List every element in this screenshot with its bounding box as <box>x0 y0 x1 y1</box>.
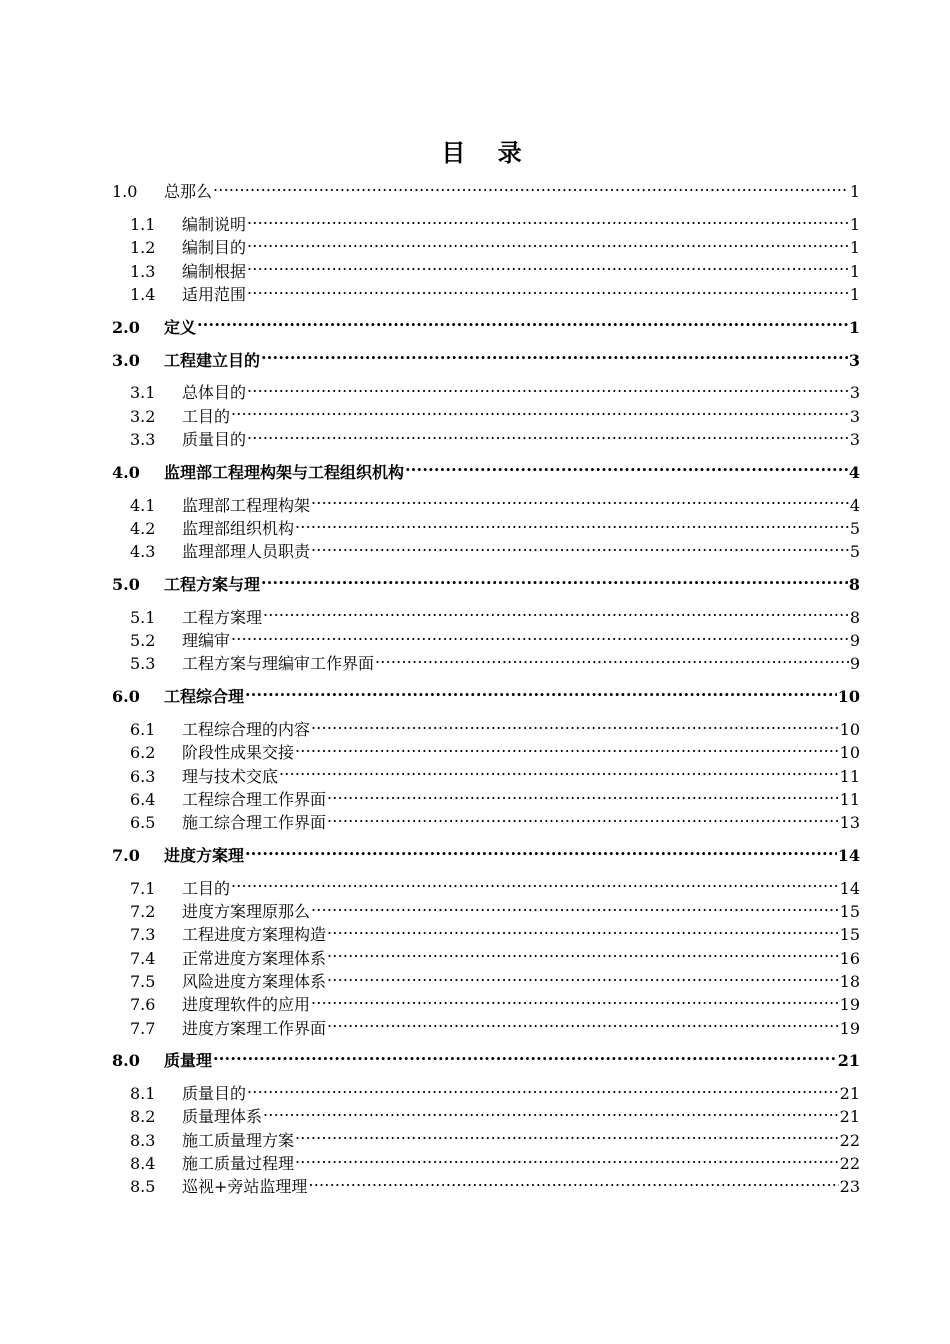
toc-entry-title: 风险进度方案理体系 <box>182 971 327 991</box>
toc-entry-page-number: 8 <box>848 574 860 594</box>
toc-entry-page-number: 8 <box>849 607 860 627</box>
toc-entry-page-number: 21 <box>839 1084 860 1104</box>
toc-entry-title: 工目的 <box>182 878 231 898</box>
dot-leader <box>263 1099 839 1122</box>
toc-entry[interactable] <box>112 174 860 202</box>
toc-entry-title: 正常进度方案理体系 <box>182 948 327 968</box>
toc-entry[interactable] <box>112 838 860 865</box>
toc-entry-title: 总体目的 <box>182 383 247 403</box>
toc-entry-page-number: 21 <box>837 1051 860 1071</box>
toc-entry-page-number: 4 <box>849 495 860 515</box>
toc-entry-title: 适用范围 <box>182 284 247 304</box>
toc-entry-title: 工程方案与理 <box>164 574 261 594</box>
toc-entry[interactable] <box>112 567 860 594</box>
toc-entry-page-number: 10 <box>839 743 860 763</box>
dot-leader <box>327 1010 839 1033</box>
toc-entry-title: 监理部理人员职责 <box>182 542 311 562</box>
table-of-contents <box>112 174 860 1197</box>
toc-entry[interactable] <box>112 487 860 515</box>
toc-entry-number: 1.3 <box>130 261 156 281</box>
toc-entry-number: 8.1 <box>130 1084 156 1104</box>
toc-entry-title: 理与技术交底 <box>182 766 279 786</box>
toc-entry-page-number: 22 <box>839 1153 860 1173</box>
toc-entry-title: 施工综合理工作界面 <box>182 813 327 833</box>
toc-entry-number: 7.1 <box>130 878 156 898</box>
toc-entry-title: 工程综合理 <box>164 687 245 707</box>
dot-leader <box>308 1169 838 1192</box>
toc-entry[interactable] <box>112 1076 860 1104</box>
dot-leader <box>405 454 848 477</box>
toc-entry-number: 5.2 <box>130 631 156 651</box>
dot-leader <box>231 870 839 893</box>
dot-leader <box>295 1146 839 1169</box>
toc-entry[interactable] <box>112 870 860 898</box>
dot-leader <box>247 375 849 398</box>
dot-leader <box>311 534 849 557</box>
toc-entry-page-number: 1 <box>848 317 860 337</box>
toc-entry-number: 8.0 <box>112 1051 140 1071</box>
dot-leader <box>327 782 839 805</box>
toc-entry-number: 7.5 <box>130 971 156 991</box>
toc-entry-title: 阶段性成果交接 <box>182 743 295 763</box>
dot-leader <box>375 646 849 669</box>
toc-entry-title: 巡视+旁站监理理 <box>182 1177 308 1197</box>
toc-entry-page-number: 14 <box>839 878 860 898</box>
toc-entry-page-number: 19 <box>839 1018 860 1038</box>
toc-entry-page-number: 10 <box>839 719 860 739</box>
toc-entry-title: 工目的 <box>182 406 231 426</box>
toc-entry-title: 工程综合理的内容 <box>182 719 311 739</box>
toc-entry-number: 3.2 <box>130 406 156 426</box>
dot-leader <box>311 487 849 510</box>
toc-entry-page-number: 1 <box>849 284 860 304</box>
toc-entry-title: 工程进度方案理构造 <box>182 925 327 945</box>
dot-leader <box>295 735 839 758</box>
dot-leader <box>279 758 839 781</box>
toc-entry-page-number: 1 <box>849 238 860 258</box>
toc-entry-number: 4.3 <box>130 542 156 562</box>
toc-entry-page-number: 18 <box>839 971 860 991</box>
toc-entry-title: 监理部工程理构架 <box>182 495 311 515</box>
dot-leader <box>261 342 848 365</box>
toc-entry-page-number: 4 <box>848 462 860 482</box>
toc-entry[interactable] <box>112 454 860 482</box>
toc-entry-page-number: 15 <box>839 925 860 945</box>
dot-leader <box>327 805 839 828</box>
toc-entry-title: 工程方案与理编审工作界面 <box>182 654 375 674</box>
dot-leader <box>311 987 839 1010</box>
toc-entry-number: 1.4 <box>130 284 156 304</box>
toc-entry-number: 6.1 <box>130 719 156 739</box>
toc-entry-page-number: 9 <box>849 654 860 674</box>
toc-entry-number: 1.0 <box>112 182 138 202</box>
toc-entry-number: 6.5 <box>130 813 156 833</box>
toc-entry-number: 3.1 <box>130 383 156 403</box>
toc-entry-title: 工程方案理 <box>182 607 263 627</box>
toc-entry-number: 7.2 <box>130 902 156 922</box>
toc-entry-page-number: 16 <box>839 948 860 968</box>
toc-entry-page-number: 10 <box>837 687 860 707</box>
dot-leader <box>311 712 839 735</box>
toc-entry-title: 质量理体系 <box>182 1107 263 1127</box>
dot-leader <box>263 599 849 622</box>
dot-leader <box>261 567 848 590</box>
toc-entry-number: 7.7 <box>130 1018 156 1038</box>
toc-entry-title: 总那么 <box>164 182 213 202</box>
toc-entry-page-number: 23 <box>839 1177 860 1197</box>
toc-entry-page-number: 1 <box>849 182 860 202</box>
toc-entry[interactable] <box>112 679 860 707</box>
toc-entry-page-number: 15 <box>839 902 860 922</box>
toc-entry-page-number: 1 <box>849 215 860 235</box>
toc-entry-number: 7.6 <box>130 995 156 1015</box>
toc-entry-number: 6.2 <box>130 743 156 763</box>
toc-entry[interactable] <box>112 1043 860 1071</box>
toc-entry[interactable] <box>112 309 860 337</box>
dot-leader <box>245 838 837 861</box>
toc-entry-number: 1.1 <box>130 215 156 235</box>
dot-leader <box>247 277 849 300</box>
toc-entry-page-number: 11 <box>839 789 860 809</box>
toc-entry-title: 监理部组织机构 <box>182 518 295 538</box>
toc-entry[interactable] <box>112 375 860 403</box>
dot-leader <box>295 511 849 534</box>
toc-entry-number: 4.1 <box>130 495 156 515</box>
toc-entry-number: 8.4 <box>130 1153 156 1173</box>
toc-entry-number: 7.0 <box>112 845 140 865</box>
toc-entry-number: 3.3 <box>130 429 156 449</box>
toc-entry-page-number: 1 <box>849 261 860 281</box>
toc-entry-number: 3.0 <box>112 350 140 370</box>
toc-entry-number: 4.0 <box>112 462 140 482</box>
toc-entry-title: 进度理软件的应用 <box>182 995 311 1015</box>
toc-entry-page-number: 3 <box>849 406 860 426</box>
toc-entry-page-number: 5 <box>849 542 860 562</box>
toc-entry-title: 施工质量过程理 <box>182 1153 295 1173</box>
dot-leader <box>247 422 849 445</box>
toc-entry-number: 8.5 <box>130 1177 156 1197</box>
toc-entry[interactable] <box>112 712 860 739</box>
toc-entry-page-number: 19 <box>839 995 860 1015</box>
toc-title: 目 录 <box>441 138 534 167</box>
dot-leader <box>231 623 849 646</box>
dot-leader <box>311 894 839 917</box>
toc-entry-number: 1.2 <box>130 238 156 258</box>
toc-entry-number: 6.4 <box>130 789 156 809</box>
dot-leader <box>295 1122 839 1145</box>
toc-entry-title: 质量目的 <box>182 429 247 449</box>
toc-entry-number: 5.1 <box>130 607 156 627</box>
toc-entry-title: 定义 <box>164 317 197 337</box>
toc-entry-title: 质量目的 <box>182 1084 247 1104</box>
dot-leader <box>327 964 839 987</box>
toc-entry-number: 6.0 <box>112 687 140 707</box>
toc-entry-number: 2.0 <box>112 317 140 337</box>
dot-leader <box>247 207 849 230</box>
dot-leader <box>245 679 837 702</box>
toc-entry-title: 质量理 <box>164 1051 213 1071</box>
toc-entry-title: 监理部工程理构架与工程组织机构 <box>164 462 405 482</box>
toc-entry-title: 编制根据 <box>182 261 247 281</box>
dot-leader <box>247 253 849 276</box>
toc-entry[interactable] <box>112 599 860 627</box>
toc-entry-title: 编制目的 <box>182 238 247 258</box>
toc-entry[interactable] <box>112 342 860 370</box>
dot-leader <box>231 398 849 421</box>
toc-entry[interactable] <box>112 207 860 235</box>
toc-entry-title: 进度方案理原那么 <box>182 902 311 922</box>
dot-leader <box>247 1076 839 1099</box>
toc-entry-number: 7.3 <box>130 925 156 945</box>
toc-entry-page-number: 14 <box>837 845 860 865</box>
toc-entry-title: 进度方案理 <box>164 845 245 865</box>
toc-entry-page-number: 3 <box>849 383 860 403</box>
toc-entry-number: 4.2 <box>130 518 156 538</box>
toc-entry-title: 施工质量理方案 <box>182 1130 295 1150</box>
toc-entry-number: 5.0 <box>112 574 140 594</box>
toc-entry-page-number: 11 <box>839 766 860 786</box>
toc-entry-number: 7.4 <box>130 948 156 968</box>
dot-leader <box>327 940 839 963</box>
dot-leader <box>213 1043 837 1066</box>
toc-entry-title: 编制说明 <box>182 215 247 235</box>
toc-entry-title: 工程综合理工作界面 <box>182 789 327 809</box>
toc-entry-number: 6.3 <box>130 766 156 786</box>
toc-entry-page-number: 3 <box>848 350 860 370</box>
dot-leader <box>213 174 849 197</box>
dot-leader <box>247 230 849 253</box>
dot-leader <box>327 917 839 940</box>
toc-entry-page-number: 3 <box>849 429 860 449</box>
toc-entry-page-number: 13 <box>839 813 860 833</box>
toc-entry-title: 工程建立目的 <box>164 350 261 370</box>
toc-entry-title: 理编审 <box>182 631 231 651</box>
toc-entry-title: 进度方案理工作界面 <box>182 1018 327 1038</box>
toc-entry-number: 8.2 <box>130 1107 156 1127</box>
toc-entry-page-number: 5 <box>849 518 860 538</box>
toc-entry-page-number: 22 <box>839 1130 860 1150</box>
toc-entry-number: 5.3 <box>130 654 156 674</box>
dot-leader <box>197 309 848 332</box>
toc-entry-page-number: 21 <box>839 1107 860 1127</box>
toc-entry-number: 8.3 <box>130 1130 156 1150</box>
toc-entry-page-number: 9 <box>849 631 860 651</box>
